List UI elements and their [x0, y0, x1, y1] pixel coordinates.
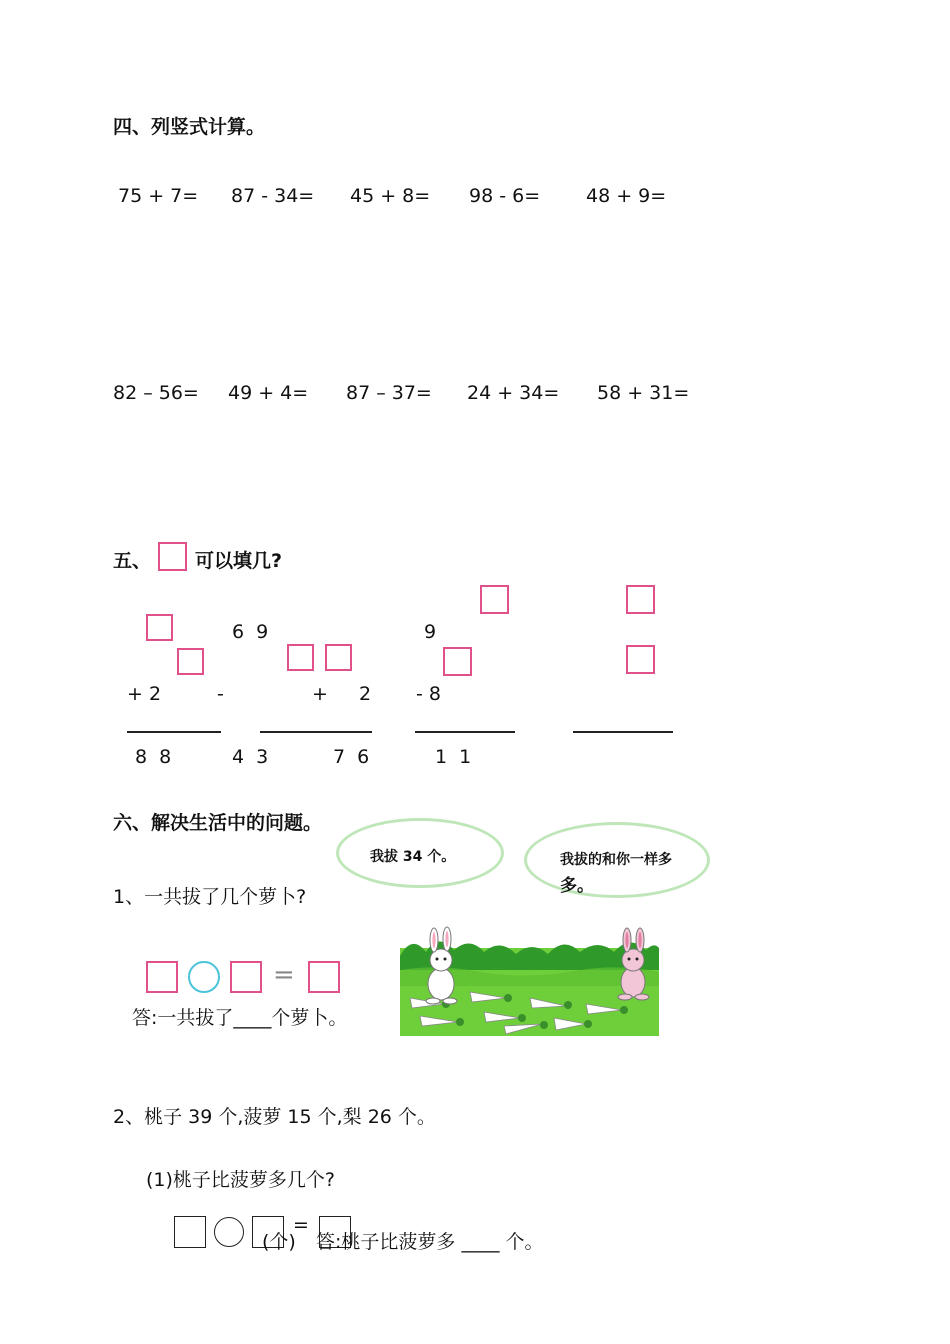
puzzle3-addend: 2	[359, 683, 372, 705]
q2-operator-circle[interactable]	[214, 1217, 244, 1247]
puzzle4-result: 1 1	[435, 746, 472, 768]
section5-title-prefix: 五、	[113, 550, 152, 572]
problem-58-plus-31: 58 + 31=	[597, 382, 690, 404]
puzzle2-result: 4 3	[232, 746, 269, 768]
problem-45-plus-8: 45 + 8=	[350, 185, 431, 207]
puzzle4-box-top[interactable]	[480, 585, 509, 614]
problem-87-minus-34: 87 - 34=	[231, 185, 315, 207]
title-answer-box	[158, 542, 187, 571]
puzzle1-operator: + 2	[127, 683, 162, 705]
puzzle5-rule	[573, 731, 673, 733]
q2-unit: (个)	[262, 1231, 296, 1253]
puzzle5-box-bottom[interactable]	[626, 645, 655, 674]
puzzle2-operator: -	[217, 683, 224, 705]
q1-box-result[interactable]	[308, 961, 340, 993]
puzzle3-operator: +	[312, 683, 328, 705]
puzzle1-box-bottom[interactable]	[177, 648, 204, 675]
puzzle4-box-middle[interactable]	[443, 647, 472, 676]
question2-1: (1)桃子比菠萝多几个?	[146, 1169, 335, 1191]
problem-87-minus-37: 87 – 37=	[346, 382, 432, 404]
q1-equals: =	[273, 960, 295, 990]
bubble-left-text: 我拔 34 个。	[370, 849, 456, 865]
q1-operator-circle[interactable]	[188, 961, 220, 993]
puzzle4-top: 9	[424, 621, 437, 643]
problem-75-plus-7: 75 + 7=	[118, 185, 199, 207]
q1-box-2[interactable]	[230, 961, 262, 993]
puzzle4-operator: - 8	[416, 683, 441, 705]
puzzle2-top: 6 9	[232, 621, 269, 643]
section4-title: 四、列竖式计算。	[113, 116, 266, 138]
q2-box-1[interactable]	[174, 1216, 206, 1248]
puzzle3-result: 7 6	[333, 746, 370, 768]
problem-24-plus-34: 24 + 34=	[467, 382, 560, 404]
q1-box-1[interactable]	[146, 961, 178, 993]
section6-title: 六、解决生活中的问题。	[113, 812, 323, 834]
puzzle3-box-tens[interactable]	[287, 644, 314, 671]
problem-98-minus-6: 98 - 6=	[469, 185, 541, 207]
puzzle1-box-top[interactable]	[146, 614, 173, 641]
puzzle3-rule	[260, 731, 372, 733]
q2-answer: 答:桃子比菠萝多 ____ 个。	[316, 1231, 544, 1253]
q1-answer: 答:一共拔了____个萝卜。	[132, 1007, 348, 1029]
bubble-right-line2: 多。	[560, 876, 594, 896]
puzzle1-rule	[127, 731, 221, 733]
puzzle1-result: 8 8	[135, 746, 172, 768]
problem-48-plus-9: 48 + 9=	[586, 185, 667, 207]
puzzle5-box-top[interactable]	[626, 585, 655, 614]
rabbits-carrots-image	[400, 926, 659, 1036]
puzzle4-rule	[415, 731, 515, 733]
question1: 1、一共拔了几个萝卜?	[113, 886, 307, 908]
question2: 2、桃子 39 个,菠萝 15 个,梨 26 个。	[113, 1106, 436, 1128]
section5-title-suffix: 可以填几?	[195, 550, 283, 572]
puzzle3-box-ones[interactable]	[325, 644, 352, 671]
bubble-right-line1: 我拔的和你一样多	[560, 852, 672, 868]
problem-49-plus-4: 49 + 4=	[228, 382, 309, 404]
problem-82-minus-56: 82 – 56=	[113, 382, 199, 404]
q2-equals: =	[293, 1214, 309, 1236]
